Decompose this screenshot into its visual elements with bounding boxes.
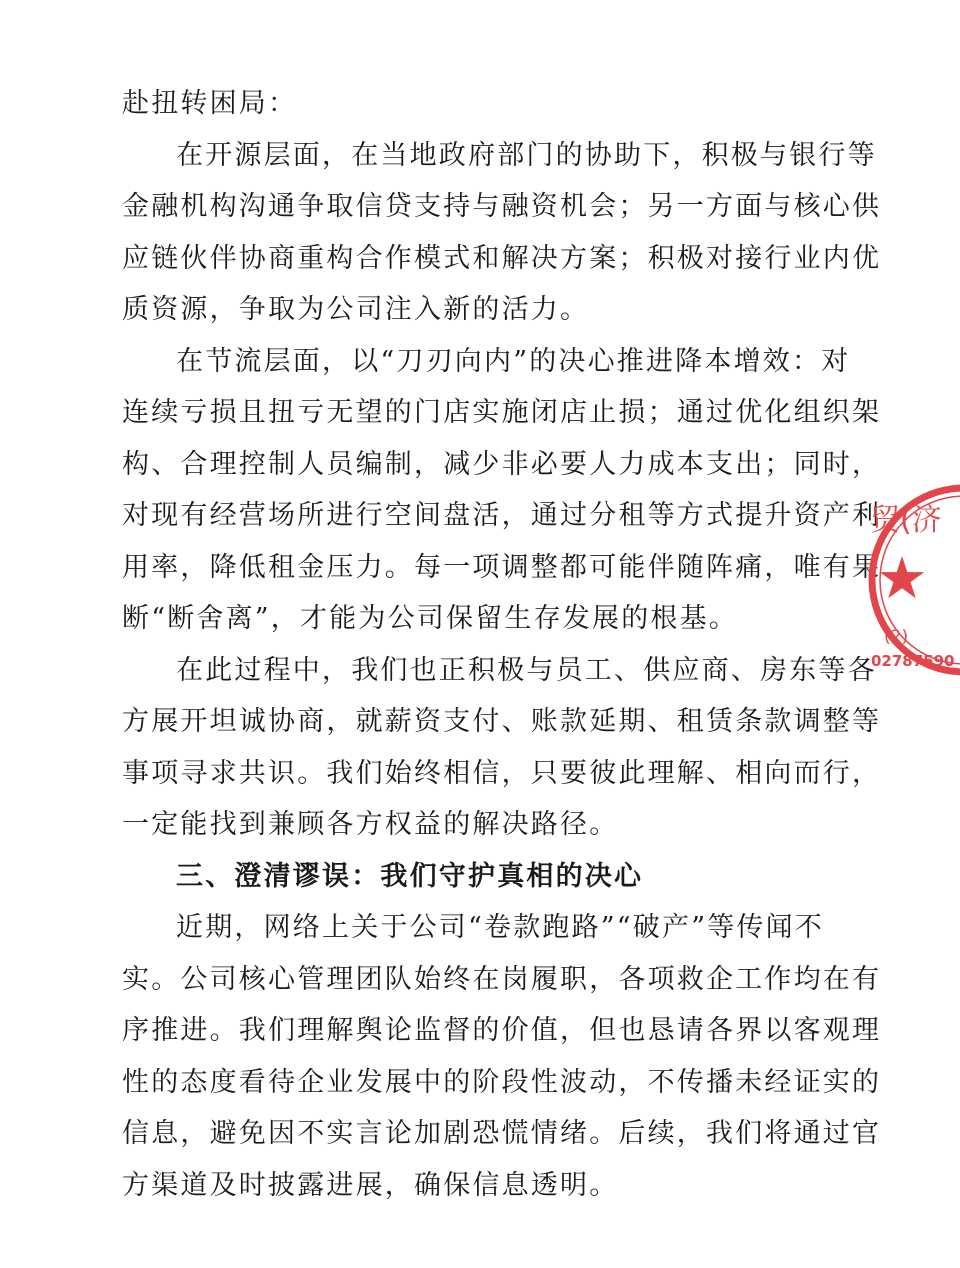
paragraph-line: 连续亏损且扭亏无望的门店实施闭店止损；通过优化组织架: [122, 397, 882, 428]
paragraph-line: 在此过程中，我们也正积极与员工、供应商、房东等各: [176, 654, 877, 686]
paragraph-line: 断“断舍离”，才能为公司保留生存发展的根基。: [122, 603, 739, 634]
seal-code: 02787590: [871, 652, 955, 670]
section-heading: 三、澄清谬误：我们守护真相的决心: [176, 860, 644, 892]
seal-graphic: [862, 478, 960, 688]
paragraph-line: 信息，避免因不实言论加剧恐慌情绪。后续，我们将通过官: [122, 1118, 882, 1149]
paragraph-line: 实。公司核心管理团队始终在岗履职，各项救企工作均在有: [122, 963, 882, 995]
paragraph-line: 赴扭转困局：: [122, 88, 298, 119]
document-body: [122, 78, 882, 1211]
official-seal: [862, 478, 960, 688]
paragraph-line: 近期，网络上关于公司“卷款跑路”“破产”等传闻不: [176, 912, 825, 943]
paragraph-line: 在节流层面，以“刀刃向内”的决心推进降本增效：对: [176, 345, 851, 377]
seal-number-label: (2): [884, 627, 909, 647]
seal-arc-text: 贸(济: [870, 503, 942, 538]
paragraph-line: 事项寻求共识。我们始终相信，只要彼此理解、相向而行，: [122, 757, 882, 789]
paragraph-line: 在开源层面，在当地政府部门的协助下，积极与银行等: [176, 139, 877, 171]
paragraph-line: 用率，降低租金压力。每一项调整都可能伴随阵痛，唯有果: [122, 551, 882, 583]
paragraph-line: 金融机构沟通争取信贷支持与融资机会；另一方面与核心供: [122, 191, 882, 222]
paragraph-line: 质资源，争取为公司注入新的活力。: [122, 294, 590, 325]
seal-star-icon: ★: [876, 544, 928, 612]
paragraph-line: 方展开坦诚协商，就薪资支付、账款延期、租赁条款调整等: [122, 706, 882, 737]
paragraph-line: 序推进。我们理解舆论监督的价值，但也恳请各界以客观理: [122, 1015, 882, 1046]
paragraph-line: 应链伙伴协商重构合作模式和解决方案；积极对接行业内优: [122, 242, 882, 274]
paragraph-line: 性的态度看待企业发展中的阶段性波动，不传播未经证实的: [122, 1066, 882, 1098]
paragraph-line: 方渠道及时披露进展，确保信息透明。: [122, 1169, 619, 1201]
paragraph-line: 构、合理控制人员编制，减少非必要人力成本支出；同时，: [122, 448, 882, 480]
paragraph-line: 对现有经营场所进行空间盘活，通过分租等方式提升资产利: [122, 500, 882, 531]
paragraph-line: 一定能找到兼顾各方权益的解决路径。: [122, 809, 619, 840]
